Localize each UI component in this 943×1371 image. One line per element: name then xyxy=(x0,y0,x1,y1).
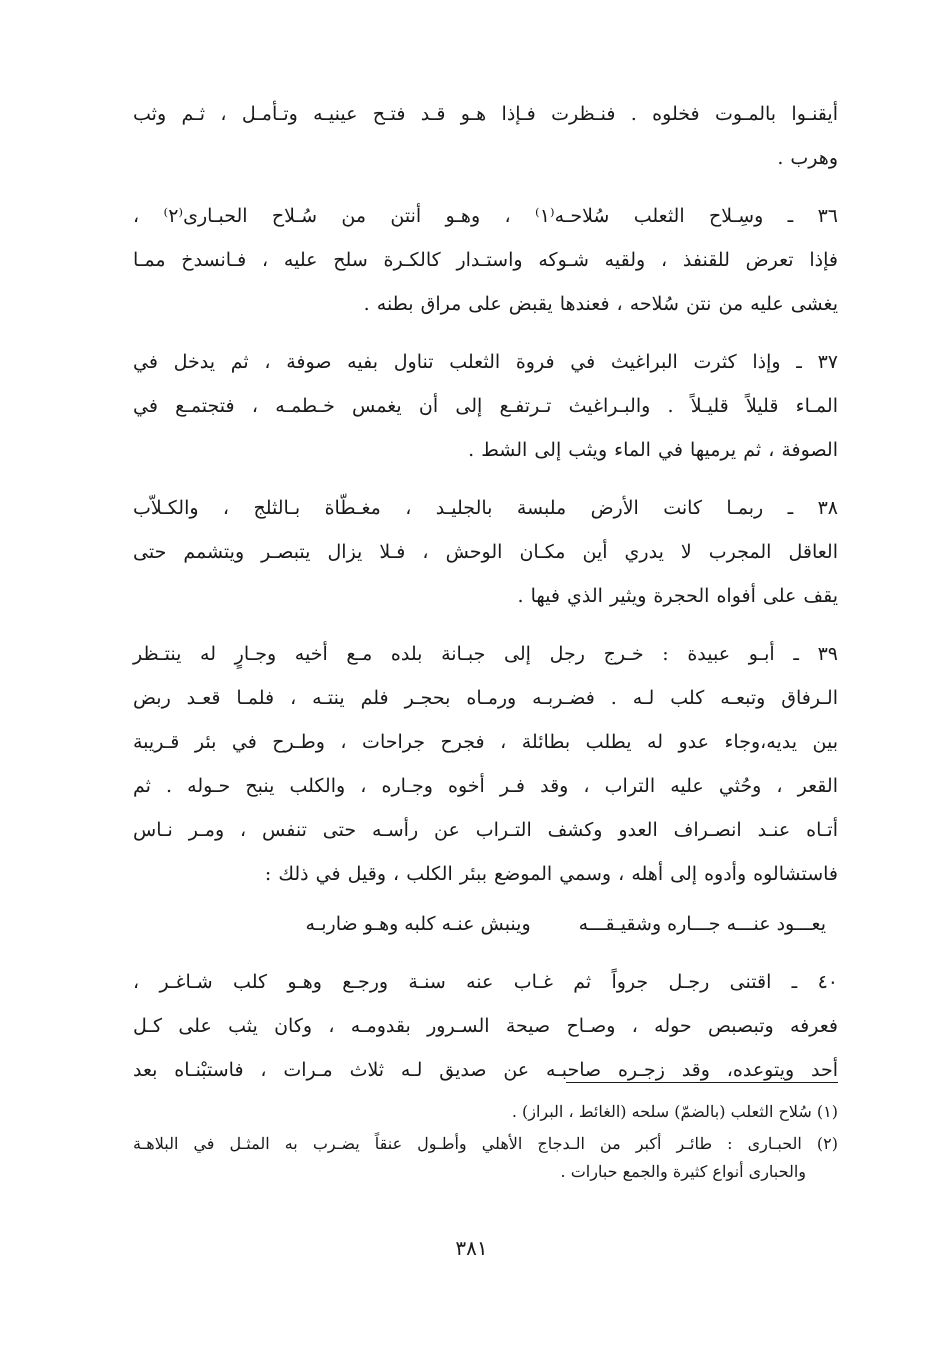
text-line: ٣٨ ـ ربمـا كانت الأرض ملبسة بالجليـد ، مغـطّاة بـالثلج ، والكـلاّب xyxy=(133,497,838,519)
text-line: أتـاه عنـد انصـراف العدو وكشف التـراب عن رأسـه حتى تنفس ، ومـر نـاس xyxy=(133,819,838,841)
paragraph-36 xyxy=(133,194,838,326)
paragraph-continuation xyxy=(133,92,838,180)
text-line: فعرفه وتبصبص حوله ، وصـاح صيحة السـرور بقدومـه ، وكان يثب على كـل xyxy=(133,1015,838,1037)
footnote-separator xyxy=(566,1082,838,1083)
footnote-2 xyxy=(133,1130,838,1186)
verse-first-hemistich: يعـــود عنـــه جـــاره وشقيـقـــه xyxy=(578,913,826,935)
text-line: ٣٦ ـ وسِـلاح الثعلب سُلاحـه⁽١⁾ ، وهـو أنتن من سُـلاح الحبـارى⁽٢⁾ ، xyxy=(133,205,839,227)
text-line: القعر ، وحُثي عليه التراب ، وقد فـر أخوه وجـاره ، والكلب ينبح حـوله . ثم xyxy=(133,775,838,797)
text-line: ٣٩ ـ أبـو عبيدة : خـرج رجل إلى جبـانة بلده مـع أخيه وجـارٍ له ينتـظر xyxy=(133,643,838,665)
footnote-1 xyxy=(133,1098,838,1126)
poem-verse xyxy=(133,902,838,946)
footnotes xyxy=(133,1098,838,1190)
verse-second-hemistich: وينبش عنـه كلبه وهـو ضاربـه xyxy=(305,913,531,935)
text-line: ٣٧ ـ وإذا كثرت البراغيث في فروة الثعلب تناول بفيه صوفة ، ثم يدخل في xyxy=(133,351,838,373)
paragraph-39 xyxy=(133,632,838,896)
text-line: الصوفة ، ثم يرميها في الماء ويثب إلى الشط . xyxy=(468,439,838,461)
text-line: أحد ويتوعده، وقد زجـره صاحبـه عن صديق لـه ثلاث مـرات ، فاستبْنـاه بعد xyxy=(133,1059,838,1081)
main-text xyxy=(133,92,838,1092)
text-line: ٤٠ ـ اقتنى رجـل جرواً ثم غـاب عنه سنـة ورجـع وهـو كلب شـاغـر ، xyxy=(133,971,838,993)
text-line: الـرفاق وتبعـه كلب لـه . فضـربـه ورمـاه بحجـر فلم ينتـه ، فلمـا قعـد ربض xyxy=(133,687,838,709)
page-number: ٣٨١ xyxy=(455,1236,488,1260)
footnote-line: والحبارى أنواع كثيرة والجمع حبارات . xyxy=(560,1162,806,1181)
text-line: وهرب . xyxy=(777,147,838,169)
footnote-line: (٢) الحبـارى : طائـر أكبر من الـدجاج الأهلي وأطـول عنقاً يضـرب به المثـل في البلاهـة xyxy=(133,1134,838,1153)
footnote-line: (١) سُلاح الثعلب (بالضمّ) سلحه (الغائط ، البراز) . xyxy=(511,1102,838,1121)
text-line: يقف على أفواه الحجرة ويثير الذي فيها . xyxy=(517,585,838,607)
paragraph-37 xyxy=(133,340,838,472)
text-line: بين يديه،وجاء عدو له يطلب بطائلة ، فجرح جراحات ، وطـرح في بئر قـريبة xyxy=(133,731,838,753)
paragraph-40 xyxy=(133,960,838,1092)
text-line: فاستشالوه وأدوه إلى أهله ، وسمي الموضع ببئر الكلب ، وقيل في ذلك : xyxy=(264,863,838,885)
paragraph-38 xyxy=(133,486,838,618)
text-line: فإذا تعرض للقنفذ ، ولقيه شـوكه واستـدار كالكـرة سلح عليه ، فـانسدخ ممـا xyxy=(133,249,838,271)
text-line: العاقل المجرب لا يدري أين مكـان الوحش ، فـلا يزال يتبصـر ويتشمم حتى xyxy=(133,541,838,563)
text-line: المـاء قليلاً قليـلاً . والبـراغيث تـرتفـع إلى أن يغمس خـطمـه ، فتجتمـع في xyxy=(133,395,838,417)
text-line: يغشى عليه من نتن سُلاحه ، فعندها يقبض على مراق بطنه . xyxy=(363,293,838,315)
text-line: أيقنـوا بالمـوت فخلوه . فنـظرت فـإذا هـو قـد فتـح عينيـه وتـأمـل ، ثـم وثب xyxy=(133,103,838,125)
